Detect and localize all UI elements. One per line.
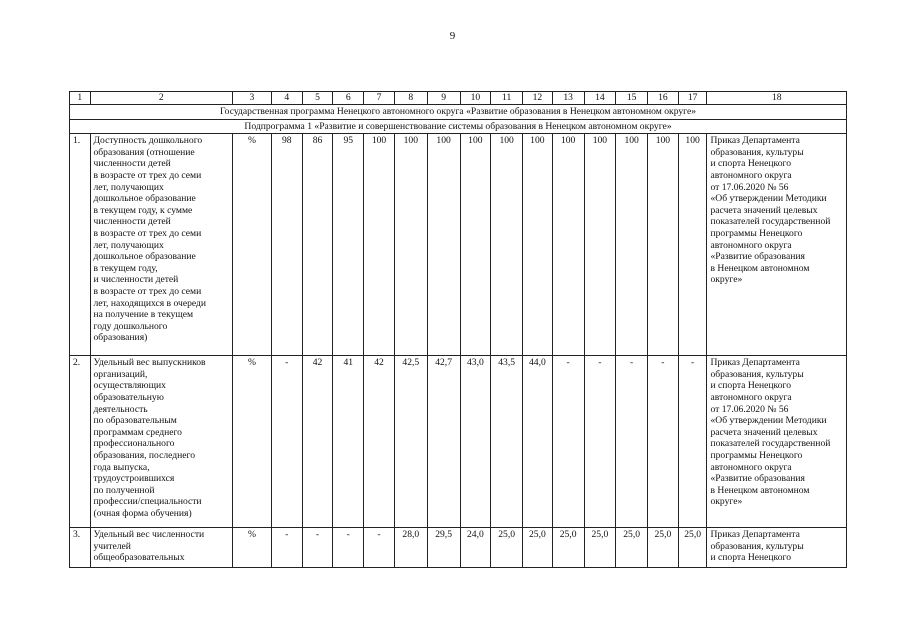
column-number: 2 bbox=[90, 92, 232, 105]
value-cell: - bbox=[616, 356, 648, 528]
row-number: 2. bbox=[70, 356, 91, 528]
value-cell: - bbox=[648, 356, 679, 528]
value-cell: 25,0 bbox=[552, 528, 584, 568]
value-cell: 25,0 bbox=[523, 528, 553, 568]
table-row bbox=[70, 134, 847, 356]
value-cell: 24,0 bbox=[460, 528, 491, 568]
value-cell: 25,0 bbox=[678, 528, 707, 568]
indicator-name: Доступность дошкольного образования (отношение численности детей в возрасте от трех до семи лет, получающих дошкольное образование в текущем году, к сумме численности детей в возрасте от трех до семи лет, получающих дошкольное образование в текущем году, и численности детей в возрасте от трех до семи лет, находящихся в очереди на получение в текущем году дошкольного образования) bbox=[90, 134, 232, 356]
source-document: Приказ Департамента образования, культуры и спорта Ненецкого bbox=[707, 528, 847, 568]
value-cell: 100 bbox=[616, 134, 648, 356]
page-number: 9 bbox=[449, 30, 456, 42]
indicator-name: Удельный вес численности учителей общеобразовательных bbox=[90, 528, 232, 568]
value-cell: - bbox=[271, 356, 302, 528]
column-number-row bbox=[70, 92, 847, 105]
value-cell: 25,0 bbox=[491, 528, 523, 568]
value-cell: 100 bbox=[678, 134, 707, 356]
column-number: 12 bbox=[523, 92, 553, 105]
value-cell: 100 bbox=[491, 134, 523, 356]
column-number: 13 bbox=[552, 92, 584, 105]
value-cell: - bbox=[364, 528, 395, 568]
row-number: 3. bbox=[70, 528, 91, 568]
value-cell: 28,0 bbox=[394, 528, 427, 568]
source-document: Приказ Департамента образования, культуры и спорта Ненецкого автономного округа от 17.06.2020 № 56 «Об утверждении Методики расчета значений целевых показателей государственной программы Ненецкого автономного округа «Развитие образования в Ненецком автономном округе» bbox=[707, 356, 847, 528]
value-cell: 43,0 bbox=[460, 356, 491, 528]
subprogram-title-row bbox=[70, 119, 847, 134]
value-cell: - bbox=[333, 528, 364, 568]
value-cell: 42 bbox=[364, 356, 395, 528]
column-number: 7 bbox=[364, 92, 395, 105]
value-cell: 95 bbox=[333, 134, 364, 356]
column-number: 3 bbox=[232, 92, 271, 105]
column-number: 15 bbox=[616, 92, 648, 105]
value-cell: - bbox=[584, 356, 616, 528]
value-cell: 25,0 bbox=[648, 528, 679, 568]
indicators-table bbox=[69, 91, 847, 568]
column-number: 8 bbox=[394, 92, 427, 105]
value-cell: - bbox=[552, 356, 584, 528]
unit-cell: % bbox=[232, 134, 271, 356]
value-cell: 86 bbox=[302, 134, 333, 356]
indicator-name: Удельный вес выпускников организаций, осуществляющих образовательную деятельность по образовательным программам среднего профессионального образования, последнего года выпуска, трудоустроившихся по полученной профессии/специальности (очная форма обучения) bbox=[90, 356, 232, 528]
column-number: 17 bbox=[678, 92, 707, 105]
value-cell: - bbox=[678, 356, 707, 528]
value-cell: 25,0 bbox=[616, 528, 648, 568]
value-cell: 100 bbox=[394, 134, 427, 356]
value-cell: 100 bbox=[648, 134, 679, 356]
value-cell: 42,7 bbox=[427, 356, 460, 528]
unit-cell: % bbox=[232, 528, 271, 568]
table-row bbox=[70, 356, 847, 528]
value-cell: 42,5 bbox=[394, 356, 427, 528]
column-number: 9 bbox=[427, 92, 460, 105]
source-document: Приказ Департамента образования, культуры и спорта Ненецкого автономного округа от 17.06.2020 № 56 «Об утверждении Методики расчета значений целевых показателей государственной программы Ненецкого автономного округа «Развитие образования в Ненецком автономном округе» bbox=[707, 134, 847, 356]
subprogram-title: Подпрограмма 1 «Развитие и совершенствование системы образования в Ненецком автономном округе» bbox=[70, 119, 847, 134]
value-cell: 43,5 bbox=[491, 356, 523, 528]
column-number: 4 bbox=[271, 92, 302, 105]
value-cell: 29,5 bbox=[427, 528, 460, 568]
column-number: 1 bbox=[70, 92, 91, 105]
unit-cell: % bbox=[232, 356, 271, 528]
value-cell: - bbox=[302, 528, 333, 568]
column-number: 5 bbox=[302, 92, 333, 105]
program-title: Государственная программа Ненецкого автономного округа «Развитие образования в Ненецком автономном округе» bbox=[70, 105, 847, 120]
column-number: 18 bbox=[707, 92, 847, 105]
value-cell: 100 bbox=[364, 134, 395, 356]
table-row bbox=[70, 528, 847, 568]
value-cell: 41 bbox=[333, 356, 364, 528]
value-cell: 100 bbox=[584, 134, 616, 356]
column-number: 11 bbox=[491, 92, 523, 105]
program-title-row bbox=[70, 105, 847, 120]
column-number: 16 bbox=[648, 92, 679, 105]
row-number: 1. bbox=[70, 134, 91, 356]
value-cell: 100 bbox=[552, 134, 584, 356]
value-cell: 44,0 bbox=[523, 356, 553, 528]
value-cell: 100 bbox=[427, 134, 460, 356]
column-number: 14 bbox=[584, 92, 616, 105]
column-number: 10 bbox=[460, 92, 491, 105]
column-number: 6 bbox=[333, 92, 364, 105]
value-cell: 100 bbox=[523, 134, 553, 356]
value-cell: 98 bbox=[271, 134, 302, 356]
value-cell: 42 bbox=[302, 356, 333, 528]
value-cell: 100 bbox=[460, 134, 491, 356]
value-cell: - bbox=[271, 528, 302, 568]
value-cell: 25,0 bbox=[584, 528, 616, 568]
